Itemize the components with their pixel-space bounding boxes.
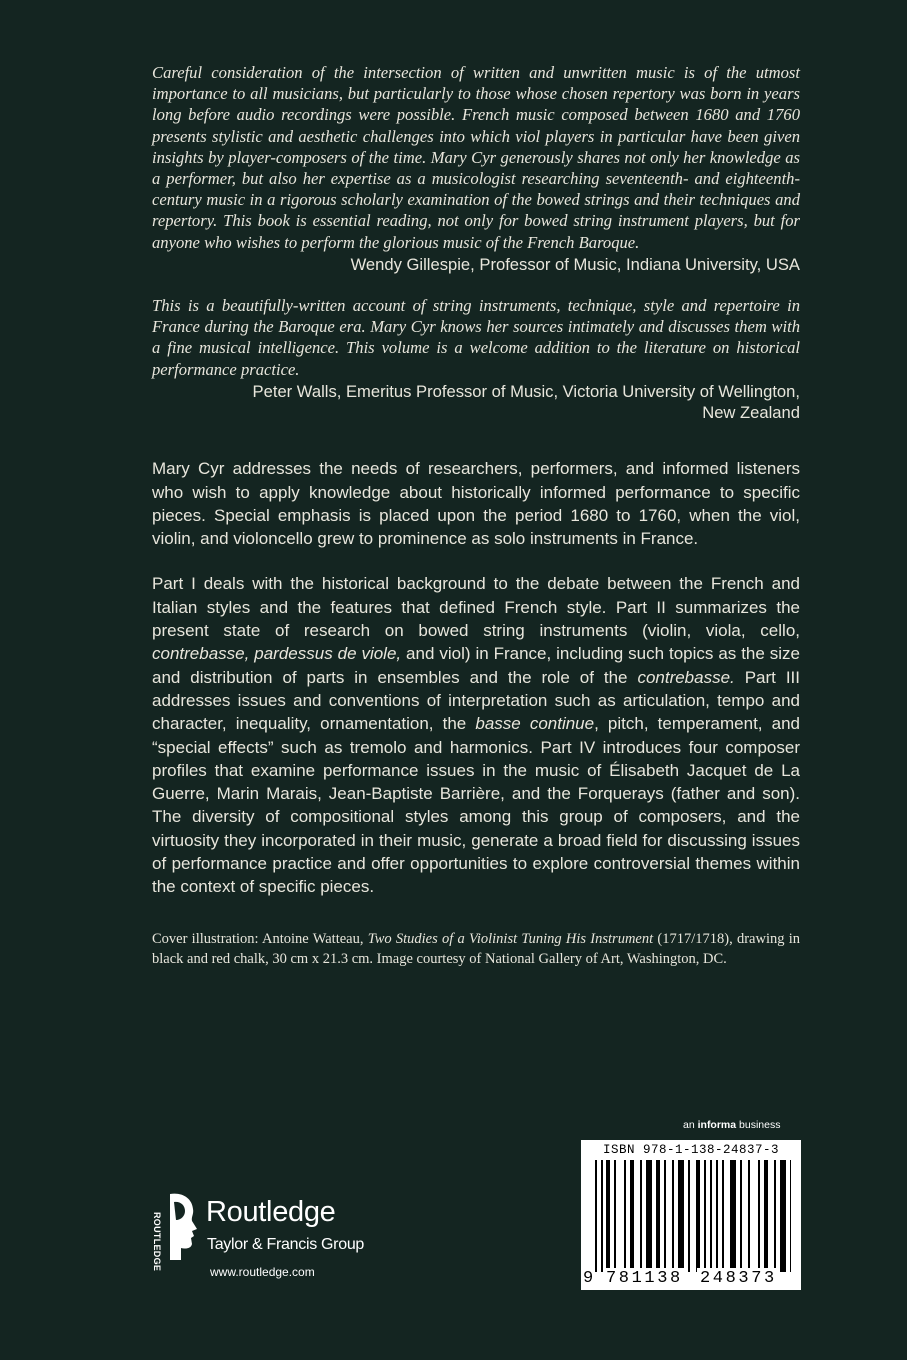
cover-credit: [152, 929, 800, 970]
attribution-2-line2: New Zealand: [702, 403, 800, 423]
barcode-bar: [624, 1160, 626, 1272]
isbn-label: ISBN 978-1-138-24837-3: [602, 1143, 780, 1157]
publisher-url: www.routledge.com: [210, 1265, 315, 1279]
credit-prefix: Cover illustration: Antoine Watteau,: [152, 930, 368, 947]
barcode-bar: [758, 1160, 760, 1272]
barcode-bar: [740, 1160, 742, 1272]
barcode-bar: [722, 1160, 724, 1272]
attribution-2-line1: Peter Walls, Emeritus Professor of Music, Victoria University of Wellington,: [252, 381, 800, 401]
text-column: [152, 62, 800, 970]
publisher-name: Routledge: [206, 1196, 336, 1228]
barcode-bar: [716, 1160, 718, 1272]
blurb2-part-c: Part III addresses issues and conventions of interpretation such as articulation, tempo and character, inequality, ornamentation, the: [152, 667, 800, 734]
barcode-bar: [630, 1160, 634, 1272]
blurb2-italic-a: contrebasse, pardessus de viole,: [152, 644, 402, 664]
barcode-bar: [595, 1160, 597, 1272]
barcode-bar: [780, 1160, 786, 1272]
blurb2-part-b: and viol) in France, including such topics as the size and distribution of parts in ensembles and the role of the: [152, 644, 800, 687]
barcode-bar: [696, 1160, 700, 1272]
barcode-left-digits: 781138: [603, 1268, 686, 1290]
barcode-bar: [704, 1160, 706, 1272]
informa-post: business: [736, 1119, 781, 1131]
credit-artwork-title: Two Studies of a Violinist Tuning His Instrument: [367, 930, 654, 947]
barcode-bars: [595, 1160, 791, 1272]
review-quote-2: This is a beautifully-written account of string instruments, technique, style and repertoire in France during the Baroque era. Mary Cyr knows her sources intimately and discusses them with a fine musical intelligence. This volume is a welcome addition to the literature on historical performance practice.: [152, 296, 800, 379]
review-attribution-1: Wendy Gillespie, Professor of Music, Indiana University, USA: [350, 254, 800, 274]
informa-brand: informa: [697, 1119, 737, 1131]
barcode-bar: [640, 1160, 642, 1272]
blurb-paragraph-1: Mary Cyr addresses the needs of researchers, performers, and informed listeners who wish to apply knowledge about historically informed performance to specific pieces. Special emphasis is placed upon the period 1680 to 1760, when the viol, violin, and violoncello grew to prominence as solo instruments in France.: [152, 459, 800, 549]
barcode-bar: [730, 1160, 736, 1272]
blurb2-part-a: Part I deals with the historical background to the debate between the French and Italian styles and the features that defined French style. Part II summarizes the present state of research on bowed string instruments (violin, viola, cello,: [152, 574, 800, 641]
review-quote-1: Careful consideration of the intersection of written and unwritten music is of the utmost importance to all musicians, but particularly to those whose chosen repertory was born in years long before audio recordings were possible. French music composed between 1680 and 1760 presents stylistic and aesthetic challenges into which viol players in particular have been given insights by player-composers of the time. Mary Cyr generously shares not only her knowledge as a performer, but also her expertise as a musicologist researching seventeenth- and eighteenth-century music in a rigorous scholarly examination of the bowed strings and their techniques and repertory. This book is essential reading, not only for bowed string instrument players, but for anyone who wishes to perform the glorious music of the French Baroque.: [152, 63, 800, 252]
blurb2-italic-b: contrebasse.: [637, 667, 735, 687]
barcode-right-digits: 248373: [697, 1268, 780, 1290]
barcode-bar: [748, 1160, 750, 1272]
barcode-bar: [774, 1160, 776, 1272]
barcode-bar: [688, 1160, 690, 1272]
credit-suffix: (1717/1718), drawing in black and red chalk, 30 cm x 21.3 cm. Image courtesy of National Gallery of Art, Washington, DC.: [152, 930, 800, 968]
barcode-bar: [790, 1160, 791, 1272]
barcode-bar: [601, 1160, 603, 1272]
barcode-bar: [672, 1160, 674, 1272]
barcode-bar: [678, 1160, 684, 1272]
barcode-bar: [614, 1160, 616, 1272]
blurb2-part-d: , pitch, temperament, and “special effects” such as tremolo and harmonics. Part IV introduces four composer profiles that examine performance issues in the music of Élisabeth Jacquet de La Guerre, Marin Marais, Jean-Baptiste Barrière, and the Forquerays (father and son). The diversity of compositional styles among this group of composers, and the virtuosity they incorporated in their music, generate a broad field for discussing issues of performance practice and offer opportunities to explore controversial themes within the context of specific pieces.: [152, 714, 800, 897]
barcode-bar: [764, 1160, 768, 1272]
logo-vertical-text: ROUTLEDGE: [152, 1212, 162, 1272]
barcode-bar: [646, 1160, 652, 1272]
review-attribution-2: [152, 381, 800, 423]
isbn-barcode: [581, 1140, 801, 1290]
barcode-digits: [581, 1268, 801, 1290]
informa-pre: an: [683, 1119, 698, 1131]
blurb2-italic-c: basse continue: [475, 714, 595, 734]
barcode-first-digit: 9: [583, 1269, 594, 1288]
barcode-bar: [656, 1160, 660, 1272]
barcode-bar: [710, 1160, 712, 1272]
barcode-bar: [664, 1160, 666, 1272]
barcode-bar: [606, 1160, 610, 1272]
routledge-head-icon: [164, 1192, 200, 1262]
publisher-group: Taylor & Francis Group: [207, 1236, 365, 1253]
blurb-paragraph-2: [152, 572, 800, 898]
informa-tagline: [683, 1119, 780, 1131]
